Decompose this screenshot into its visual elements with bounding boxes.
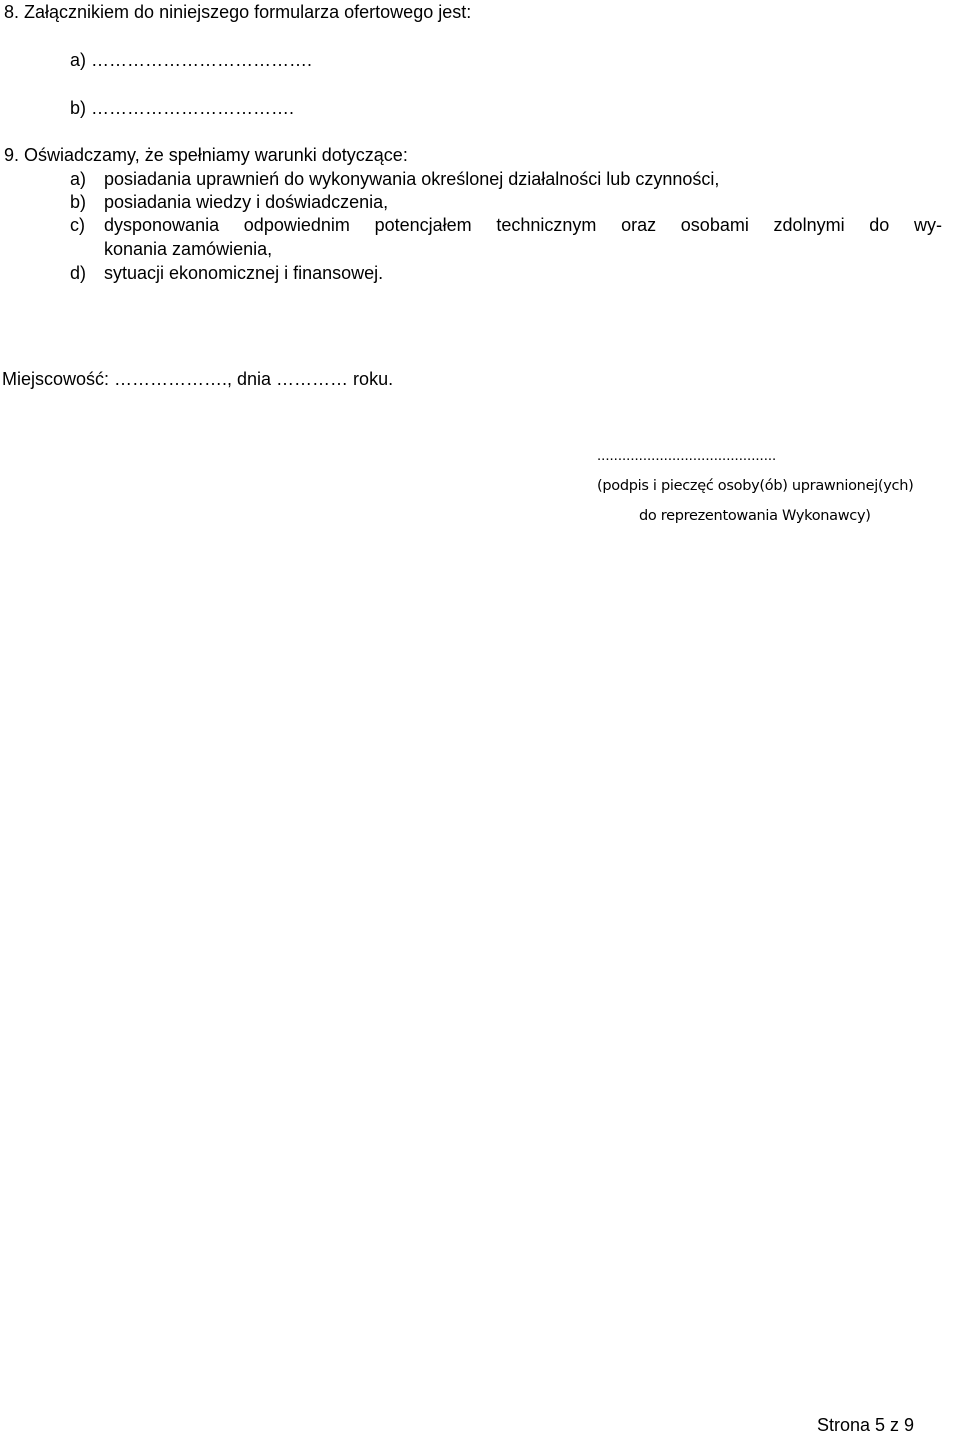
condition-d-label: d) <box>70 263 87 283</box>
attachment-item-a: a) ………………………………. <box>70 50 313 70</box>
section-9-heading: 9. Oświadczamy, że spełniamy warunki dotyczące: <box>4 145 408 165</box>
page-number: Strona 5 z 9 <box>817 1415 915 1435</box>
condition-b-label: b) <box>70 192 87 212</box>
condition-c-text: dysponowania odpowiednim potencjałem technicznym oraz osobami zdolnymi do wy- <box>104 215 942 235</box>
condition-b-text: posiadania wiedzy i doświadczenia, <box>104 192 389 212</box>
place-and-date-line: Miejscowość: ………………., dnia ………… roku. <box>2 369 394 389</box>
section-8-heading: 8. Załącznikiem do niniejszego formularza ofertowego jest: <box>4 2 472 22</box>
condition-d-text: sytuacji ekonomicznej i finansowej. <box>104 263 384 283</box>
condition-a-text: posiadania uprawnień do wykonywania określonej działalności lub czynności, <box>104 169 720 189</box>
condition-c-label: c) <box>70 215 85 235</box>
condition-c-text-continued: konania zamówienia, <box>104 239 273 259</box>
signature-caption-line-1: (podpis i pieczęć osoby(ób) uprawnionej(ych) <box>597 478 914 494</box>
signature-line: ........................................... <box>597 447 777 464</box>
condition-a-label: a) <box>70 169 87 189</box>
attachment-item-b: b) ……………………………. <box>70 98 295 118</box>
signature-caption-line-2: do reprezentowania Wykonawcy) <box>639 508 871 524</box>
